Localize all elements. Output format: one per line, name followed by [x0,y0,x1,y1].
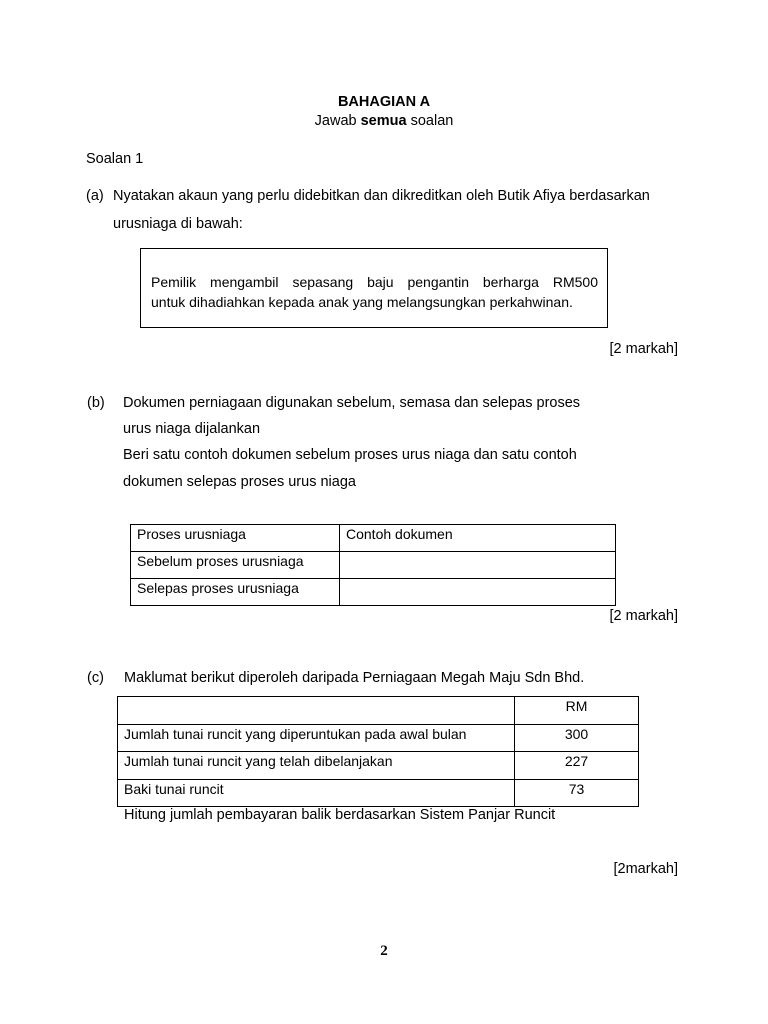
table-header-row [118,697,639,725]
table-header-cell [118,697,515,725]
table-row [118,780,639,807]
instruction-text-pre: Jawab [314,113,361,129]
table-cell [340,579,616,606]
part-c-marks: [2markah] [613,861,678,877]
table-row [118,752,639,780]
table-cell [340,552,616,579]
part-a-line1: Nyatakan akaun yang perlu didebitkan dan dikreditkan oleh Butik Afiya berdasarkan [113,188,650,204]
table-cell: Jumlah tunai runcit yang diperuntukan pada awal bulan [118,725,515,752]
page-number: 2 [380,943,388,959]
part-a-marker: (a) [86,188,104,204]
table-cell: Baki tunai runcit [118,780,515,807]
part-a-marks: [2 markah] [609,341,678,357]
part-a-line2: urusniaga di bawah: [113,216,243,232]
question-label: Soalan 1 [86,151,144,167]
part-b-line3: Beri satu contoh dokumen sebelum proses urus niaga dan satu contoh [123,447,577,463]
part-b-line2: urus niaga dijalankan [123,421,261,437]
part-b-line4: dokumen selepas proses urus niaga [123,474,356,490]
instruction-text-bold: semua [360,113,407,129]
table-cell: 227 [515,752,639,780]
part-b-line1: Dokumen perniagaan digunakan sebelum, semasa dan selepas proses [123,395,581,411]
table-row [131,552,616,579]
petty-cash-table [117,696,639,807]
transaction-line1: Pemilik mengambil sepasang baju pengantin berharga RM500 [151,274,598,290]
part-b-marker: (b) [87,395,105,411]
table-header-cell: Contoh dokumen [340,525,616,552]
table-header-cell: Proses urusniaga [131,525,340,552]
part-c-after: Hitung jumlah pembayaran balik berdasarkan Sistem Panjar Runcit [124,807,556,823]
table-cell: Jumlah tunai runcit yang telah dibelanjakan [118,752,515,780]
table-row [118,725,639,752]
table-header-cell: RM [515,697,639,725]
transaction-box [140,248,608,328]
table-cell: 300 [515,725,639,752]
table-cell: Selepas proses urusniaga [131,579,340,606]
instruction-text-post: soalan [406,113,454,129]
section-instruction [0,113,768,129]
table-cell: Sebelum proses urusniaga [131,552,340,579]
document-table [130,524,616,606]
part-c-marker: (c) [87,670,104,686]
table-header-row [131,525,616,552]
part-c-line1: Maklumat berikut diperoleh daripada Perniagaan Megah Maju Sdn Bhd. [124,670,585,686]
table-row [131,579,616,606]
transaction-line2: untuk dihadiahkan kepada anak yang melangsungkan perkahwinan. [151,294,573,310]
section-title: BAHAGIAN A [337,94,431,110]
part-b-marks: [2 markah] [609,608,678,624]
table-cell: 73 [515,780,639,807]
